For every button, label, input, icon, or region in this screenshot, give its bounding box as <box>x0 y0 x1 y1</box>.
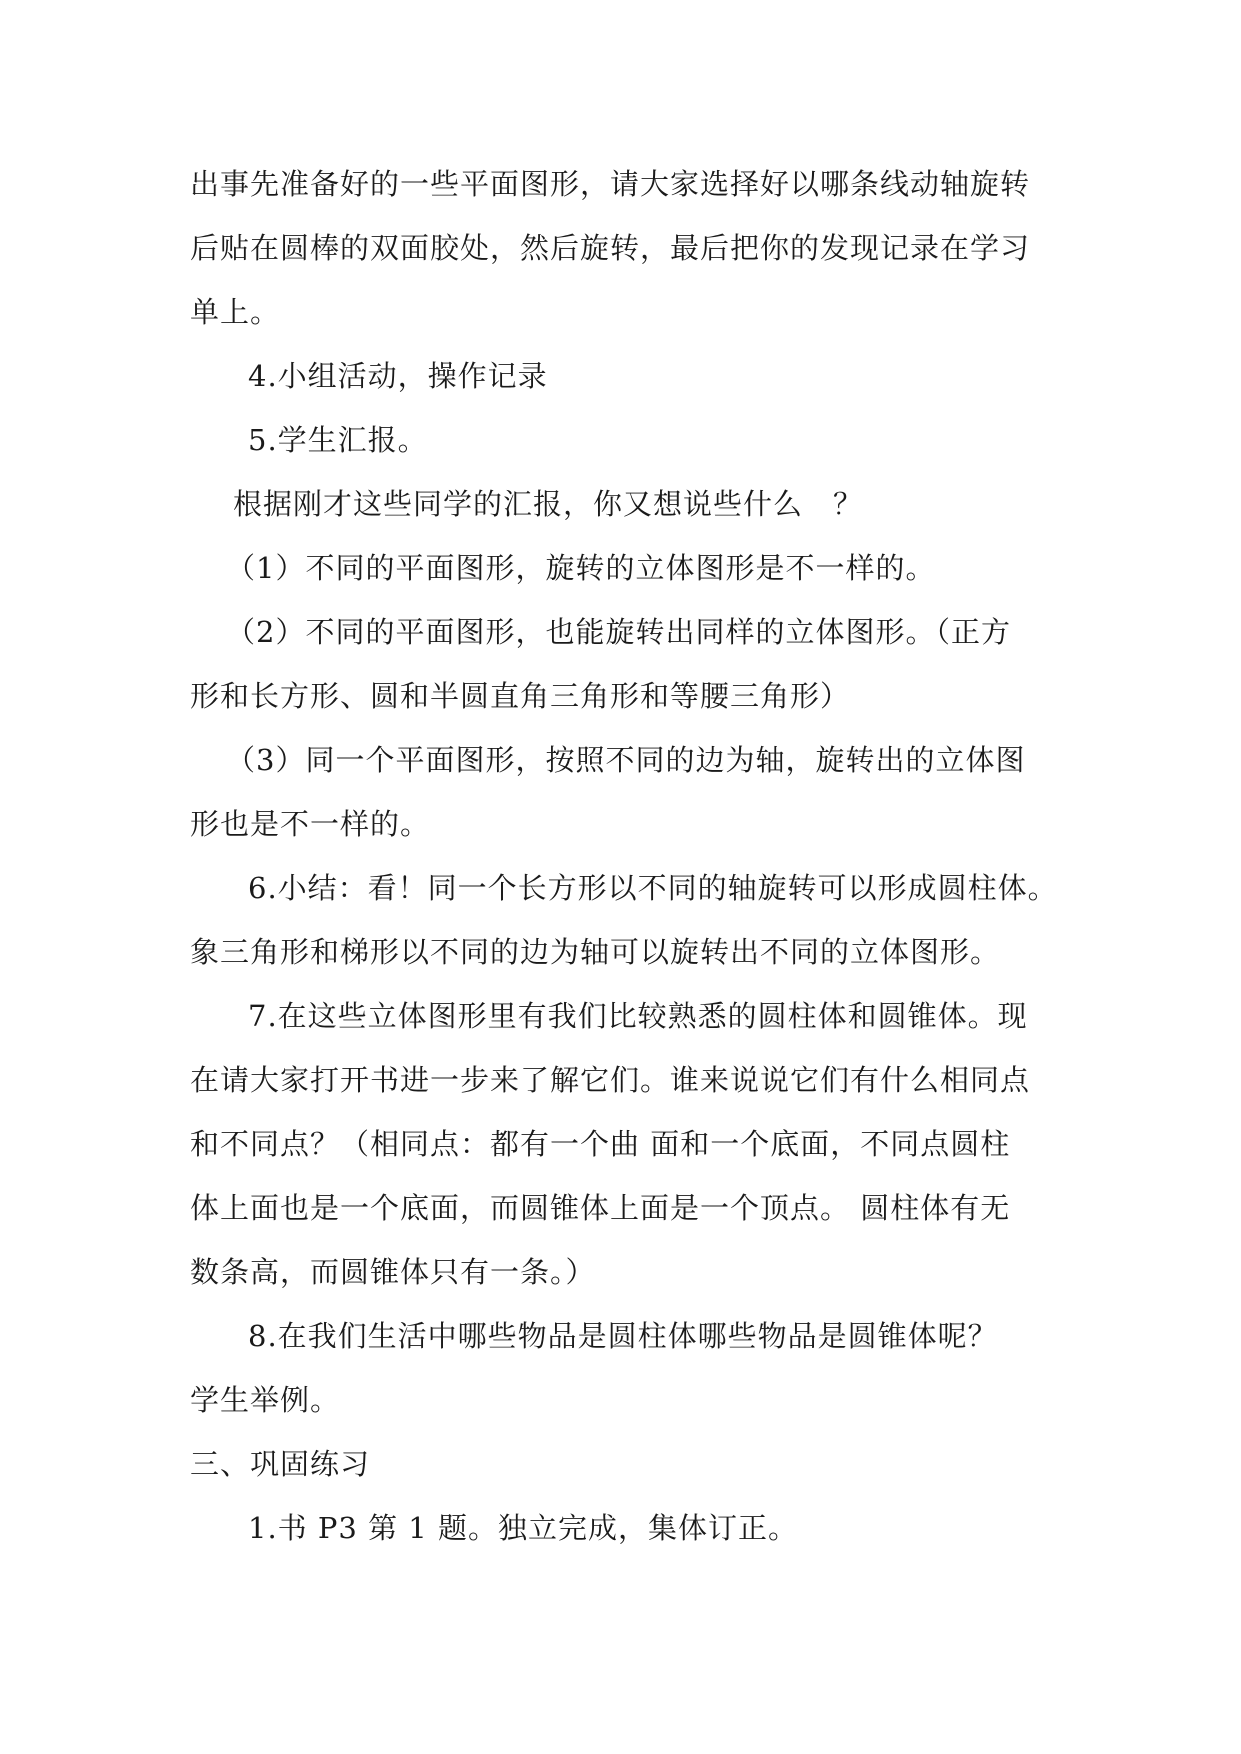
text-line: 数条高，而圆锥体只有一条。） <box>190 1255 596 1289</box>
text-line: 学生举例。 <box>190 1383 341 1417</box>
text-line: 形和长方形、圆和半圆直角三角形和等腰三角形） <box>190 679 851 713</box>
text-line: 根据刚才这些同学的汇报，你又想说些什么 ？ <box>233 487 864 521</box>
section-heading: 三、巩固练习 <box>190 1447 371 1481</box>
text-line: 体上面也是一个底面，而圆锥体上面是一个顶点。 圆柱体有无 <box>190 1191 1011 1225</box>
text-line: 在请大家打开书进一步来了解它们。谁来说说它们有什么相同点 <box>190 1063 1031 1097</box>
text-line: 1.书 P3 第 1 题。独立完成，集体订正。 <box>248 1511 798 1545</box>
text-line: 单上。 <box>190 295 281 329</box>
text-line: 5.学生汇报。 <box>248 423 428 457</box>
text-line: 4.小组活动，操作记录 <box>248 359 548 393</box>
text-line: 象三角形和梯形以不同的边为轴可以旋转出不同的立体图形。 <box>190 935 1001 969</box>
text-line: 6.小结：看！同一个长方形以不同的轴旋转可以形成圆柱体。 <box>248 871 1058 905</box>
text-line: 和不同点？（相同点：都有一个曲 面和一个底面，不同点圆柱 <box>190 1127 1011 1161</box>
text-line: 形也是不一样的。 <box>190 807 431 841</box>
text-line: 8.在我们生活中哪些物品是圆柱体哪些物品是圆锥体呢？ <box>248 1319 998 1353</box>
text-line: （1）不同的平面图形，旋转的立体图形是不一样的。 <box>226 551 936 585</box>
text-line: （3）同一个平面图形，按照不同的边为轴，旋转出的立体图 <box>226 743 1026 777</box>
text-line: 后贴在圆棒的双面胶处，然后旋转，最后把你的发现记录在学习 <box>190 231 1031 265</box>
text-line: 出事先准备好的一些平面图形，请大家选择好以哪条线动轴旋转 <box>190 167 1031 201</box>
text-line: （2）不同的平面图形，也能旋转出同样的立体图形。（正方 <box>226 615 1011 649</box>
text-line: 7.在这些立体图形里有我们比较熟悉的圆柱体和圆锥体。现 <box>248 999 1028 1033</box>
